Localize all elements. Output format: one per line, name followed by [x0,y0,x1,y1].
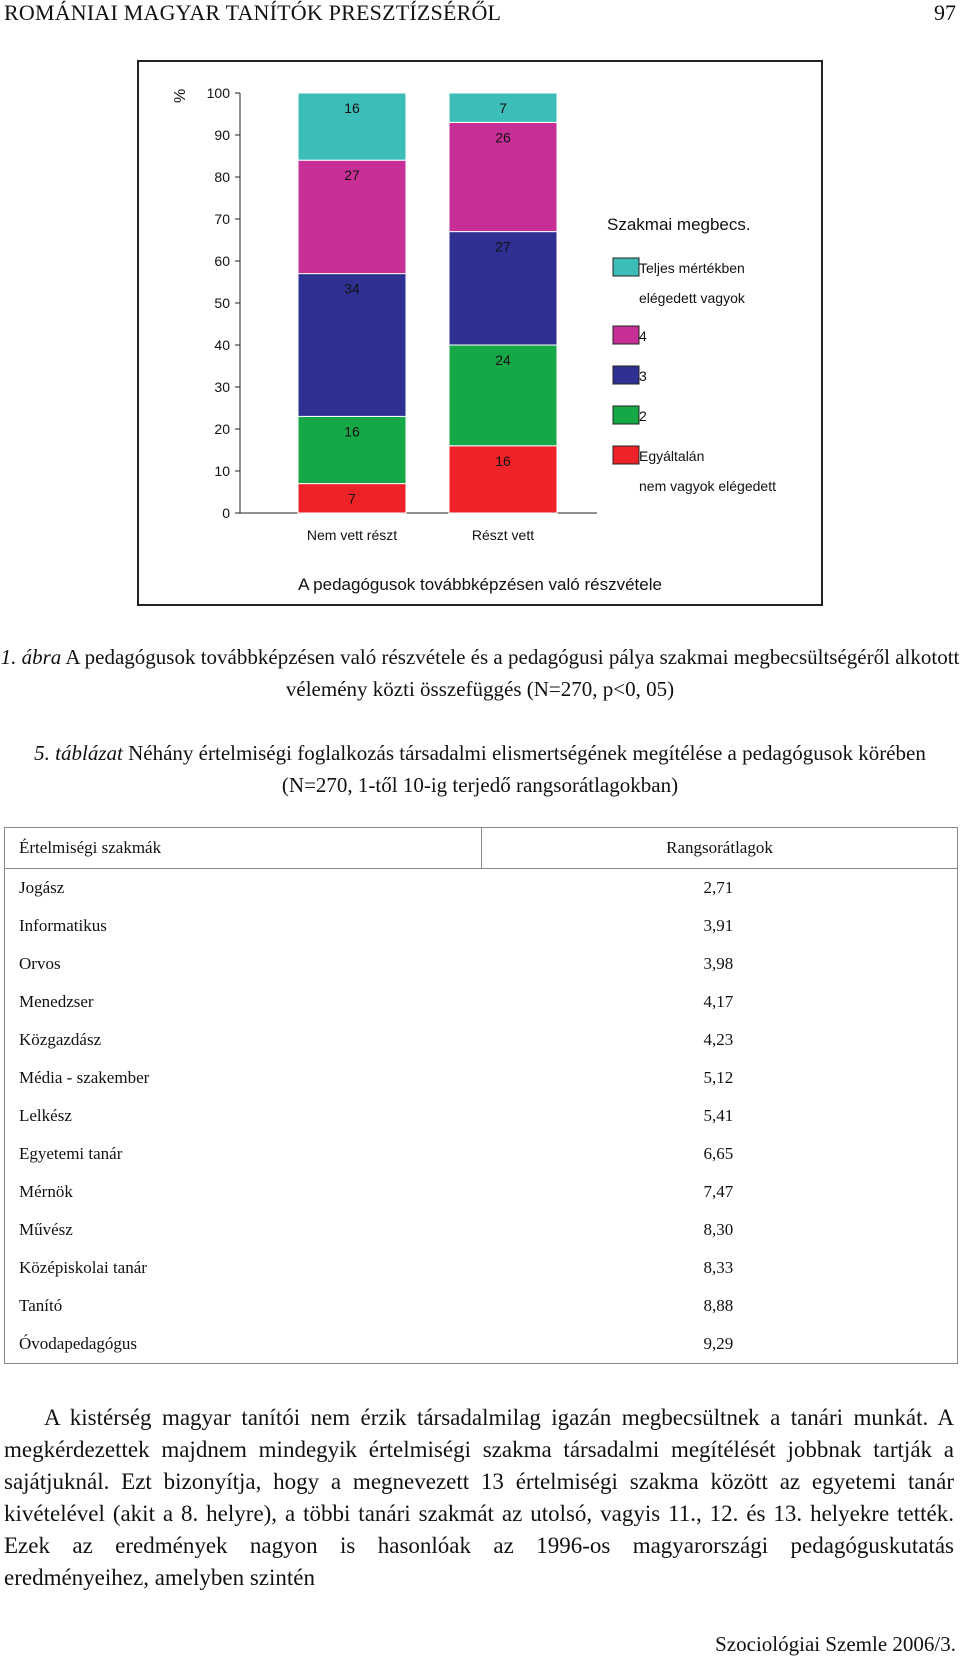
profession-cell: Jogász [5,869,482,908]
rank-cell: 8,88 [482,1287,958,1325]
rank-cell: 6,65 [482,1135,958,1173]
table-caption [0,737,960,801]
profession-cell: Lelkész [5,1097,482,1135]
profession-cell: Mérnök [5,1173,482,1211]
legend-swatch [613,326,639,344]
body-paragraph: A kistérség magyar tanítói nem érzik társadalmilag igazán megbecsültnek a tanári munkát. A megkérdezettek majdnem mindegyik értelmiségi szakma társadalmi megítélését jobbnak tartják a sajátjuknál. Ezt bizonyítja, hogy a megnevezett 13 értelmiségi szakma között az egyetemi tanár kivételével (akit a 8. helyre), a többi tanári szakmát az utolsó, vagyis 11., 12. és 13. helyekre tették. Ezek az eredmények nagyon is hasonlóak az 1996-os magyarországi pedagóguskutatás eredményeihez, amelyben szintén [4,1405,954,1590]
rank-cell: 9,29 [482,1325,958,1364]
y-tick-label: 10 [214,463,230,479]
running-head: ROMÁNIAI MAGYAR TANÍTÓK PRESZTÍZSÉRŐL [4,0,502,25]
legend-label: 2 [639,408,647,424]
rank-cell: 4,17 [482,983,958,1021]
table-row [5,1325,958,1364]
stacked-bar-chart [137,60,823,606]
data-label: 7 [348,490,356,507]
y-tick-label: 70 [214,211,230,227]
y-tick-label: 30 [214,379,230,395]
rank-cell: 2,71 [482,869,958,908]
x-tick-label: Nem vett részt [306,527,398,543]
legend-label: elégedett vagyok [639,290,745,306]
legend-swatch [613,366,639,384]
legend-swatch [613,446,639,464]
table-label: 5. táblázat [34,741,123,765]
table-header-profession: Értelmiségi szakmák [5,828,482,869]
y-tick-label: 60 [214,253,230,269]
profession-cell: Középiskolai tanár [5,1249,482,1287]
y-tick-label: 0 [222,505,230,521]
table-row [5,1173,958,1211]
rank-cell: 7,47 [482,1173,958,1211]
legend-swatch [613,258,639,276]
profession-cell: Orvos [5,945,482,983]
y-tick-label: 40 [214,337,230,353]
profession-cell: Média - szakember [5,1059,482,1097]
table-row [5,1021,958,1059]
profession-cell: Művész [5,1211,482,1249]
profession-cell: Menedzser [5,983,482,1021]
data-label: 26 [495,129,511,146]
y-tick-label: 90 [214,127,230,143]
data-label: 7 [499,100,507,116]
table-row [5,869,958,908]
y-axis-label: % [172,88,189,103]
figure-caption [0,641,960,705]
legend-label: Egyáltalán [639,448,705,464]
figure-label: 1. ábra [0,645,62,669]
legend-swatch [613,406,639,424]
rank-cell: 3,91 [482,907,958,945]
data-label: 16 [344,423,360,440]
data-label: 16 [344,100,360,116]
table-row [5,1097,958,1135]
rank-cell: 8,33 [482,1249,958,1287]
body-text [4,1402,954,1594]
data-label: 34 [344,280,360,297]
ranking-table [4,827,958,1364]
y-tick-label: 20 [214,421,230,437]
rank-cell: 4,23 [482,1021,958,1059]
footer: Szociológiai Szemle 2006/3. [715,1632,956,1656]
y-tick-label: 100 [206,85,230,101]
y-tick-label: 50 [214,295,230,311]
table-row [5,1287,958,1325]
data-label: 24 [495,352,511,368]
table-row [5,945,958,983]
figure-caption-text: A pedagógusok továbbképzésen való részvétele és a pedagógusi pálya szakmai megbecsültségéről alkotott vélemény közti összefüggés (N=270, p<0, 05) [61,645,960,701]
table-caption-text: Néhány értelmiségi foglalkozás társadalmi elismertségének megítélése a pedagógusok körében (N=270, 1-től 10-ig terjedő rangsorátlagokban) [122,741,926,797]
page-number: 97 [934,0,956,25]
table-row [5,1249,958,1287]
table-row [5,907,958,945]
legend-label: Teljes mértékben [639,260,745,276]
table-row [5,1135,958,1173]
profession-cell: Egyetemi tanár [5,1135,482,1173]
profession-cell: Óvodapedagógus [5,1325,482,1364]
legend-label: nem vagyok elégedett [639,478,776,494]
table-row [5,1211,958,1249]
legend-label: 4 [639,328,647,344]
x-axis-label: A pedagógusok továbbképzésen való részvétele [298,575,662,594]
data-label: 27 [344,167,360,184]
data-label: 16 [495,452,511,469]
rank-cell: 8,30 [482,1211,958,1249]
legend-title: Szakmai megbecs. [607,215,751,234]
table-header-rank: Rangsorátlagok [482,828,958,869]
data-label: 27 [495,238,511,255]
rank-cell: 5,41 [482,1097,958,1135]
profession-cell: Közgazdász [5,1021,482,1059]
profession-cell: Informatikus [5,907,482,945]
profession-cell: Tanító [5,1287,482,1325]
table-row [5,983,958,1021]
y-tick-label: 80 [214,169,230,185]
x-tick-label: Részt vett [471,527,535,543]
table-row [5,1059,958,1097]
legend-label: 3 [639,368,647,384]
rank-cell: 3,98 [482,945,958,983]
rank-cell: 5,12 [482,1059,958,1097]
table-header-row [5,828,958,869]
